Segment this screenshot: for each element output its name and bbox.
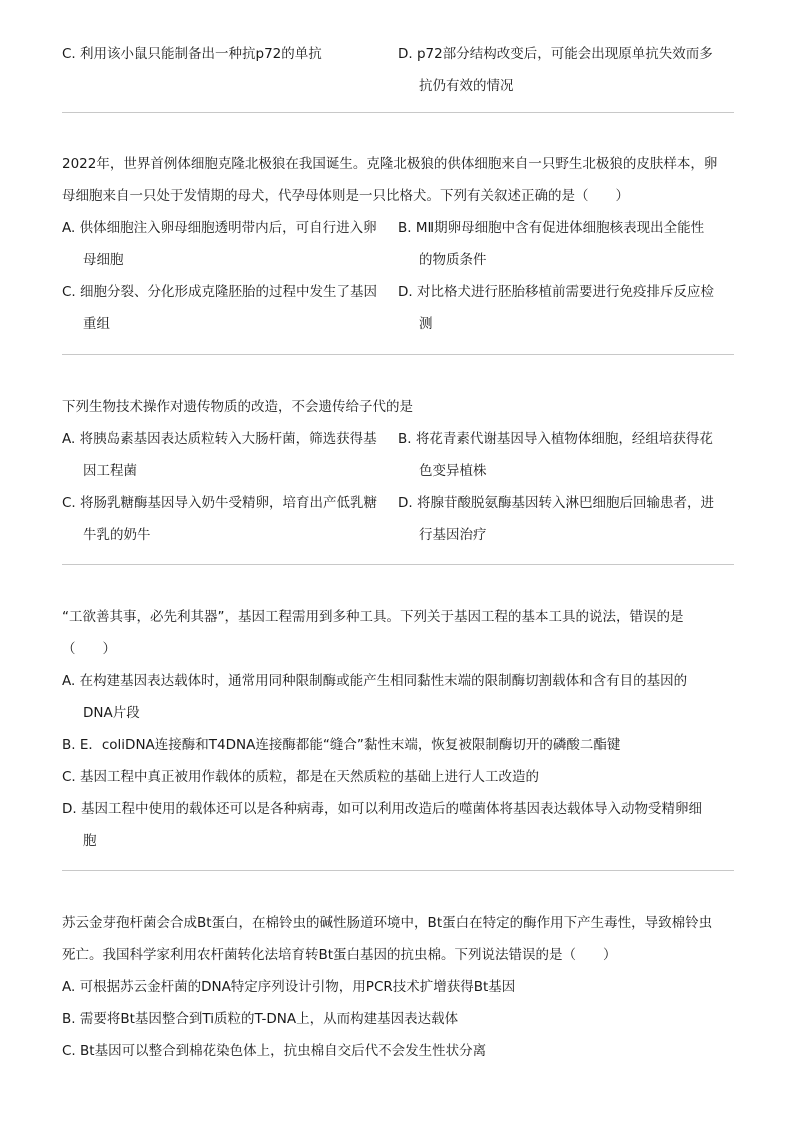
q4-stem-line-1: 苏云金芽孢杆菌会合成Bt蛋白，在棉铃虫的碱性肠道环境中，Bt蛋白在特定的酶作用下产生毒性，导致棉铃虫 [62,915,713,931]
q2-option-c-line-1: C. 将肠乳糖酶基因导入奶牛受精卵，培育出产低乳糖 [62,495,378,511]
q1-stem-line-1: 2022年，世界首例体细胞克隆北极狼在我国诞生。克隆北极狼的供体细胞来自一只野生北极狼的皮肤样本，卵 [62,156,718,172]
q4-stem-line-2: 死亡。我国科学家利用农杆菌转化法培育转Bt蛋白基因的抗虫棉。下列说法错误的是（ ） [62,947,617,963]
q3-option-c-line-1: C. 基因工程中真正被用作载体的质粒，都是在天然质粒的基础上进行人工改造的 [62,769,540,785]
question-divider [62,354,734,355]
q1-option-a-line-1: A. 供体细胞注入卵母细胞透明带内后，可自行进入卵 [62,220,377,236]
q2-option-d-line-2: 行基因治疗 [419,527,487,543]
q0-option-d-line-2: 抗仍有效的情况 [419,78,514,94]
question-divider [62,112,734,113]
q3-stem-line-2: （ ） [62,641,116,657]
q1-option-c-line-2: 重组 [83,316,110,332]
q3-option-d-line-1: D. 基因工程中使用的载体还可以是各种病毒，如可以利用改造后的噬菌体将基因表达载体导入动物受精卵细 [62,801,702,817]
q1-stem-line-2: 母细胞来自一只处于发情期的母犬，代孕母体则是一只比格犬。下列有关叙述正确的是（ ） [62,188,629,204]
q4-option-b-line-1: B. 需要将Bt基因整合到Ti质粒的T-DNA上，从而构建基因表达载体 [62,1011,459,1027]
q0-option-d-line-1: D. p72部分结构改变后，可能会出现原单抗失效而多 [398,46,713,62]
q2-option-a-line-1: A. 将胰岛素基因表达质粒转入大肠杆菌，筛选获得基 [62,431,377,447]
q3-option-d-line-2: 胞 [83,833,97,849]
q2-option-c-line-2: 牛乳的奶牛 [83,527,151,543]
q3-stem-line-1: “工欲善其事，必先利其器”，基因工程需用到多种工具。下列关于基因工程的基本工具的说法，错误的是 [62,609,684,625]
q2-option-b-line-2: 色变异植株 [419,463,487,479]
q3-option-a-line-2: DNA片段 [83,705,140,721]
q1-option-b-line-2: 的物质条件 [419,252,487,268]
q2-stem-line-1: 下列生物技术操作对遗传物质的改造，不会遗传给子代的是 [62,399,413,415]
q4-option-c-line-1: C. Bt基因可以整合到棉花染色体上，抗虫棉自交后代不会发生性状分离 [62,1043,487,1059]
q2-option-a-line-2: 因工程菌 [83,463,137,479]
q2-option-d-line-1: D. 将腺苷酸脱氨酶基因转入淋巴细胞后回输患者，进 [398,495,714,511]
q4-option-a-line-1: A. 可根据苏云金杆菌的DNA特定序列设计引物，用PCR技术扩增获得Bt基因 [62,979,516,995]
question-divider [62,870,734,871]
q3-option-a-line-1: A. 在构建基因表达载体时，通常用同种限制酶或能产生相同黏性末端的限制酶切割载体和含有目的基因的 [62,673,688,689]
question-divider [62,564,734,565]
q1-option-a-line-2: 母细胞 [83,252,124,268]
q2-option-b-line-1: B. 将花青素代谢基因导入植物体细胞，经组培获得花 [398,431,713,447]
q1-option-d-line-2: 测 [419,316,433,332]
q0-option-c-line-1: C. 利用该小鼠只能制备出一种抗p72的单抗 [62,46,322,62]
q1-option-c-line-1: C. 细胞分裂、分化形成克隆胚胎的过程中发生了基因 [62,284,378,300]
q3-option-b-line-1: B. E．coliDNA连接酶和T4DNA连接酶都能“缝合”黏性末端，恢复被限制酶切开的磷酸二酯键 [62,737,621,753]
q1-option-b-line-1: B. MⅡ期卵母细胞中含有促进体细胞核表现出全能性 [398,220,705,236]
q1-option-d-line-1: D. 对比格犬进行胚胎移植前需要进行免疫排斥反应检 [398,284,714,300]
